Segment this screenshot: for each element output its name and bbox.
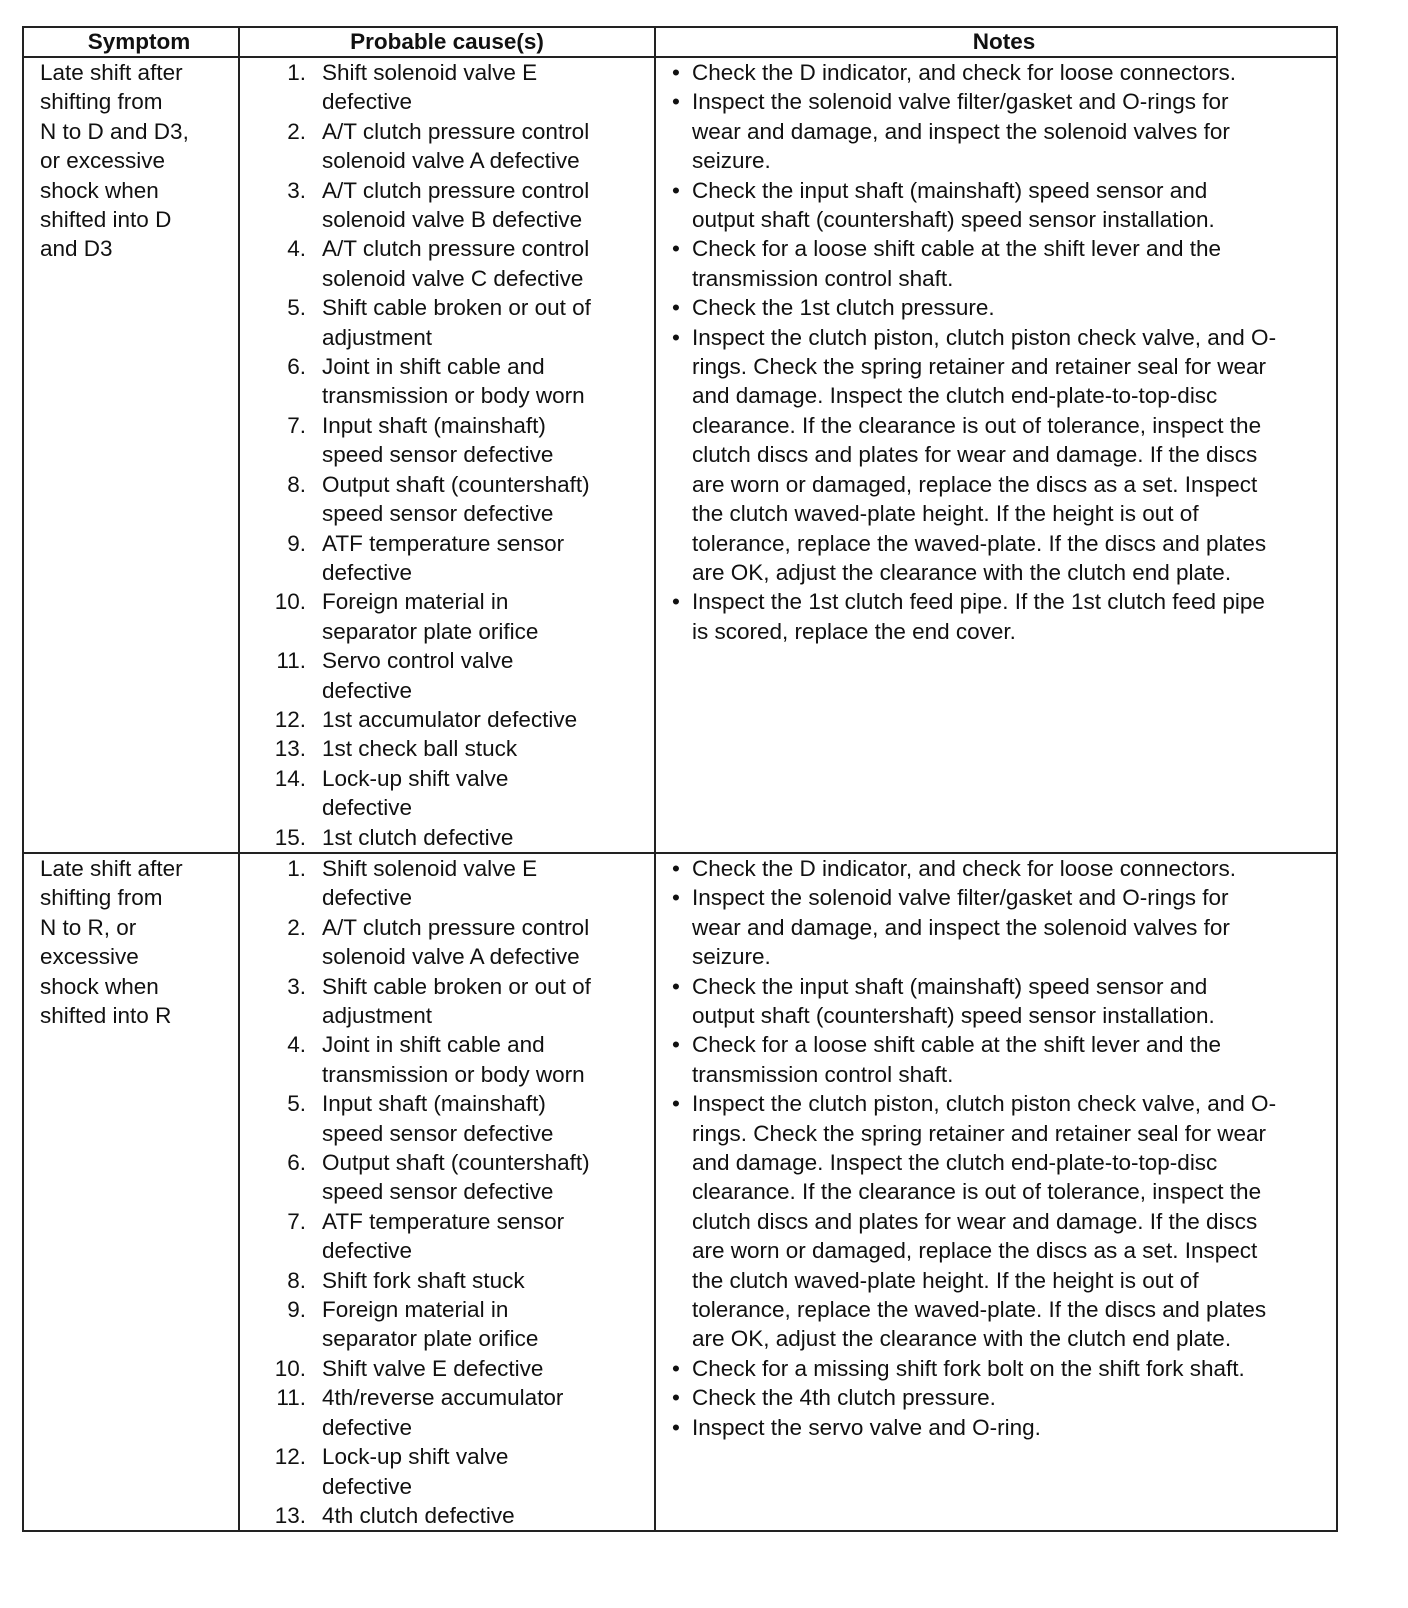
cause-line: ATF temperature sensor [322,1208,565,1234]
cause-item [240,411,654,470]
cause-item [240,646,654,705]
note-line: transmission control shaft. [692,265,954,291]
symptom-cell [23,57,239,853]
header-notes: Notes [655,27,1337,57]
cause-text [322,470,590,529]
cause-item [240,705,654,734]
note-text [692,87,1230,175]
cause-number: 6. [287,354,306,380]
bullet-icon: • [672,295,680,321]
note-line: rings. Check the spring retainer and retainer seal for wear [692,354,1267,380]
bullet-icon: • [672,855,680,881]
cause-line: 1st check ball stuck [322,736,518,762]
bullet-icon: • [672,1385,680,1411]
note-line: output shaft (countershaft) speed sensor installation. [692,207,1215,233]
cause-item [240,470,654,529]
cause-line: separator plate orifice [322,618,539,644]
cause-text [322,234,589,293]
note-item [672,58,1336,87]
cause-item [240,1501,654,1530]
note-text [692,972,1215,1031]
cause-text [322,176,589,235]
cause-number: 4. [287,1032,306,1058]
note-line: wear and damage, and inspect the solenoid valves for [692,118,1230,144]
cause-text [322,1442,508,1501]
causes-cell [239,57,655,853]
cause-line: speed sensor defective [322,1120,554,1146]
note-item [672,1354,1336,1383]
note-text [692,293,995,322]
cause-line: A/T clutch pressure control [322,118,590,144]
note-text [692,323,1276,588]
note-item [672,1413,1336,1442]
cause-item [240,176,654,235]
note-line: seizure. [692,148,771,174]
note-line: Check the input shaft (mainshaft) speed sensor and [692,973,1208,999]
cause-item [240,913,654,972]
symptom-text: shock when [40,177,159,203]
cause-text [322,972,591,1031]
cause-number: 8. [287,471,306,497]
header-row [23,27,1337,57]
cause-number: 7. [287,412,306,438]
cause-line: defective [322,677,413,703]
cause-line: Output shaft (countershaft) [322,471,590,497]
bullet-icon: • [672,885,680,911]
note-line: Check the D indicator, and check for loose connectors. [692,855,1237,881]
note-text [692,883,1230,971]
cause-line: defective [322,1414,413,1440]
note-line: the clutch waved-plate height. If the height is out of [692,501,1199,527]
bullet-icon: • [672,1414,680,1440]
cause-text [322,854,537,913]
cause-number: 1. [287,855,306,881]
cause-line: adjustment [322,324,433,350]
note-line: clearance. If the clearance is out of tolerance, inspect the [692,1179,1262,1205]
cause-number: 10. [274,589,306,615]
cause-line: Shift valve E defective [322,1355,544,1381]
symptom-text: shifting from [40,89,163,115]
cause-line: solenoid valve B defective [322,207,583,233]
cause-text [322,1148,590,1207]
cause-line: solenoid valve A defective [322,148,580,174]
table-row [23,853,1337,1531]
cause-number: 3. [287,973,306,999]
note-item [672,854,1336,883]
cause-item [240,1030,654,1089]
cause-item [240,117,654,176]
cause-line: Shift fork shaft stuck [322,1267,525,1293]
cause-line: 1st clutch defective [322,824,514,850]
cause-line: 4th clutch defective [322,1502,515,1528]
causes-cell [239,853,655,1531]
note-item [672,1383,1336,1412]
notes-cell [655,853,1337,1531]
cause-text [322,293,591,352]
cause-line: Joint in shift cable and [322,1032,545,1058]
cause-text [322,1354,543,1383]
cause-text [322,764,508,823]
bullet-icon: • [672,60,680,85]
bullet-icon: • [672,324,680,350]
note-line: Check for a loose shift cable at the shift lever and the [692,236,1222,262]
note-text [692,176,1215,235]
note-line: are OK, adjust the clearance with the clutch end plate. [692,1326,1232,1352]
note-line: Inspect the clutch piston, clutch piston check valve, and O- [692,1091,1277,1117]
bullet-icon: • [672,89,680,115]
symptom-text: N to R, or [40,914,137,940]
cause-line: transmission or body worn [322,383,585,409]
note-item [672,1030,1336,1089]
cause-text [322,1089,553,1148]
cause-line: Output shaft (countershaft) [322,1150,590,1176]
symptom-text: shifted into R [40,1003,172,1028]
note-line: tolerance, replace the waved-plate. If the discs and plates [692,530,1267,556]
symptom-text: shock when [40,973,159,999]
symptom-text: or excessive [40,148,166,174]
cause-line: Lock-up shift valve [322,765,509,791]
bullet-icon: • [672,236,680,262]
cause-item [240,972,654,1031]
symptom-cell [23,853,239,1531]
cause-line: defective [322,1238,413,1264]
cause-number: 2. [287,914,306,940]
note-text [692,234,1221,293]
header-probable-causes: Probable cause(s) [239,27,655,57]
cause-line: speed sensor defective [322,501,554,527]
cause-item [240,1266,654,1295]
note-item [672,176,1336,235]
note-line: are worn or damaged, replace the discs as a set. Inspect [692,1238,1258,1264]
note-line: Inspect the solenoid valve filter/gasket and O-rings for [692,885,1229,911]
bullet-icon: • [672,1032,680,1058]
cause-text [322,58,537,117]
note-line: Inspect the clutch piston, clutch piston check valve, and O- [692,324,1277,350]
cause-line: transmission or body worn [322,1061,585,1087]
note-line: transmission control shaft. [692,1061,954,1087]
symptom-text: and D3 [40,236,113,262]
cause-item [240,734,654,763]
cause-line: Shift solenoid valve E [322,60,538,85]
note-text [692,1413,1041,1442]
note-text [692,1383,996,1412]
cause-number: 9. [287,1297,306,1323]
note-line: are OK, adjust the clearance with the clutch end plate. [692,559,1232,585]
note-item [672,587,1336,646]
cause-item [240,854,654,913]
note-line: output shaft (countershaft) speed sensor installation. [692,1003,1215,1028]
cause-line: Shift cable broken or out of [322,295,591,321]
cause-number: 4. [287,236,306,262]
note-line: seizure. [692,944,771,970]
note-line: Check for a missing shift fork bolt on the shift fork shaft. [692,1355,1245,1381]
note-line: clearance. If the clearance is out of tolerance, inspect the [692,412,1262,438]
cause-line: defective [322,885,413,911]
cause-line: Shift cable broken or out of [322,973,591,999]
note-line: Check for a loose shift cable at the shift lever and the [692,1032,1222,1058]
cause-text [322,352,585,411]
cause-line: defective [322,795,413,821]
symptom-text: Late shift after [40,855,183,881]
symptom-text: Late shift after [40,60,183,85]
cause-line: A/T clutch pressure control [322,236,590,262]
note-text [692,1089,1276,1354]
cause-item [240,1442,654,1501]
note-line: Check the D indicator, and check for loose connectors. [692,60,1237,85]
note-line: Inspect the servo valve and O-ring. [692,1414,1041,1440]
cause-line: Lock-up shift valve [322,1444,509,1470]
note-text [692,1030,1221,1089]
symptom-text: excessive [40,944,139,970]
table-row [23,57,1337,853]
note-item [672,234,1336,293]
cause-text [322,913,589,972]
cause-line: Input shaft (mainshaft) [322,412,546,438]
note-text [692,587,1265,646]
cause-line: solenoid valve A defective [322,944,580,970]
cause-line: Shift solenoid valve E [322,855,538,881]
cause-number: 13. [274,1502,306,1528]
cause-item [240,587,654,646]
cause-line: Servo control valve [322,648,514,674]
cause-item [240,764,654,823]
cause-line: defective [322,89,413,115]
note-line: Check the 4th clutch pressure. [692,1385,996,1411]
cause-line: Foreign material in [322,589,509,615]
cause-text [322,1030,585,1089]
note-line: wear and damage, and inspect the solenoid valves for [692,914,1230,940]
note-text [692,854,1236,883]
cause-line: separator plate orifice [322,1326,539,1352]
note-line: clutch discs and plates for wear and damage. If the discs [692,1208,1258,1234]
cause-item [240,1148,654,1207]
note-line: Check the input shaft (mainshaft) speed sensor and [692,177,1208,203]
cause-line: Joint in shift cable and [322,354,545,380]
cause-text [322,587,538,646]
cause-number: 15. [274,824,306,850]
note-line: clutch discs and plates for wear and damage. If the discs [692,442,1258,468]
note-line: tolerance, replace the waved-plate. If the discs and plates [692,1297,1267,1323]
note-line: Check the 1st clutch pressure. [692,295,995,321]
cause-item [240,1383,654,1442]
symptom-text: N to D and D3, [40,118,189,144]
cause-line: speed sensor defective [322,1179,554,1205]
cause-item [240,823,654,852]
cause-line: Foreign material in [322,1297,509,1323]
cause-line: ATF temperature sensor [322,530,565,556]
cause-number: 5. [287,1091,306,1117]
cause-item [240,1295,654,1354]
cause-line: adjustment [322,1003,433,1028]
notes-cell [655,57,1337,853]
cause-text [322,117,589,176]
cause-line: defective [322,1473,413,1499]
bullet-icon: • [672,177,680,203]
note-line: Inspect the 1st clutch feed pipe. If the 1st clutch feed pipe [692,589,1265,615]
cause-number: 6. [287,1150,306,1176]
cause-text [322,1383,563,1442]
cause-number: 13. [274,736,306,762]
note-line: and damage. Inspect the clutch end-plate-to-top-disc [692,383,1218,409]
cause-item [240,1089,654,1148]
cause-item [240,234,654,293]
cause-text [322,1501,515,1530]
cause-line: 1st accumulator defective [322,706,578,732]
cause-item [240,352,654,411]
note-item [672,883,1336,971]
cause-item [240,293,654,352]
cause-text [322,1295,538,1354]
cause-number: 1. [287,60,306,85]
cause-number: 3. [287,177,306,203]
note-text [692,58,1236,87]
cause-line: speed sensor defective [322,442,554,468]
note-line: and damage. Inspect the clutch end-plate-to-top-disc [692,1150,1218,1176]
cause-item [240,529,654,588]
cause-number: 9. [287,530,306,556]
note-line: are worn or damaged, replace the discs as a set. Inspect [692,471,1258,497]
note-line: Inspect the solenoid valve filter/gasket and O-rings for [692,89,1229,115]
cause-number: 8. [287,1267,306,1293]
cause-text [322,1266,525,1295]
note-text [692,1354,1245,1383]
cause-line: 4th/reverse accumulator [322,1385,564,1411]
bullet-icon: • [672,589,680,615]
cause-line: A/T clutch pressure control [322,177,590,203]
cause-number: 10. [274,1355,306,1381]
cause-item [240,1354,654,1383]
cause-text [322,823,513,852]
cause-text [322,646,513,705]
header-symptom: Symptom [23,27,239,57]
note-item [672,323,1336,588]
bullet-icon: • [672,1091,680,1117]
cause-number: 5. [287,295,306,321]
note-item [672,1089,1336,1354]
troubleshooting-table [22,26,1338,1532]
cause-number: 12. [274,1444,306,1470]
cause-number: 12. [274,706,306,732]
symptom-text: shifted into D [40,207,172,233]
cause-text [322,1207,564,1266]
bullet-icon: • [672,1355,680,1381]
cause-line: Input shaft (mainshaft) [322,1091,546,1117]
cause-text [322,411,553,470]
cause-number: 2. [287,118,306,144]
note-line: rings. Check the spring retainer and retainer seal for wear [692,1120,1267,1146]
cause-item [240,1207,654,1266]
cause-number: 7. [287,1208,306,1234]
cause-line: defective [322,559,413,585]
cause-item [240,58,654,117]
note-item [672,293,1336,322]
cause-line: A/T clutch pressure control [322,914,590,940]
bullet-icon: • [672,973,680,999]
cause-text [322,734,517,763]
note-line: the clutch waved-plate height. If the height is out of [692,1267,1199,1293]
note-item [672,972,1336,1031]
note-line: is scored, replace the end cover. [692,618,1016,644]
cause-text [322,705,577,734]
symptom-text: shifting from [40,885,163,911]
cause-number: 11. [276,1385,306,1411]
cause-line: solenoid valve C defective [322,265,584,291]
cause-text [322,529,564,588]
cause-number: 14. [274,765,306,791]
cause-number: 11. [276,648,306,674]
note-item [672,87,1336,175]
